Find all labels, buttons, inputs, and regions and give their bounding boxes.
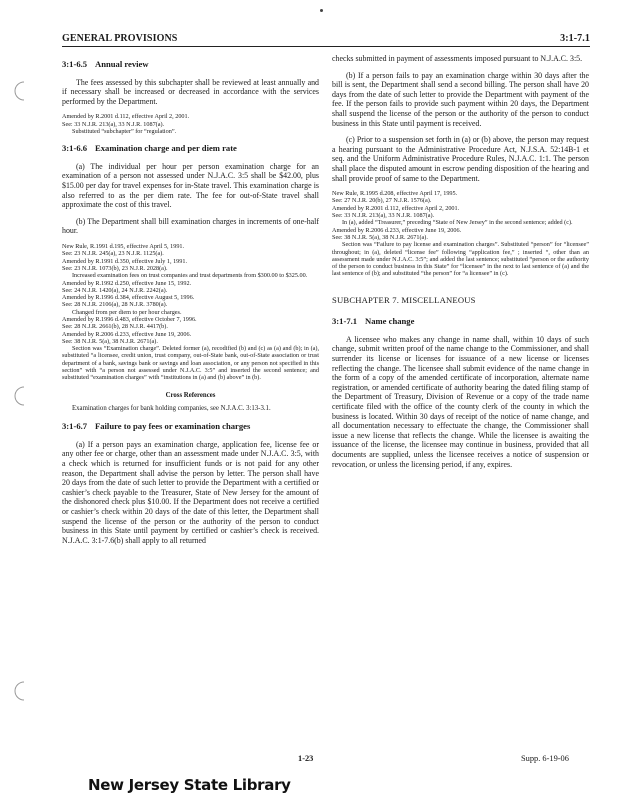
paragraph: (a) If a person pays an examination charge, application fee, license fee or any other fee or charge, other than an assessment made under N.J.A.C. 3:5, with a check which is returned for insufficient funds or is not paid for any other reason, the Department shall advise the person by letter. The person shall have 20 days from the date of such letter to provide the Department with a certified or cashier’s check payable to the Treasurer, State of New Jersey for the amount of the dishonored check plus $10.00. If the Department does not receive a certified or cashier’s check within 20 days of the date of this letter, the Department shall suspend the license of the person or the authority of the person to conduct business in this State until payment by certified or cashier’s check is received. N.J.A.C. 3:1-7.6(b) shall apply to all returned: [62, 439, 319, 545]
history-note: New Rule, R.1991 d.195, effective April 5, 1991. See: 23 N.J.R. 245(a), 23 N.J.R. 1125(a). Amended by R.1991 d.350, effective July 1, 1991. See: 23 N.J.R. 1073(b), 23 N.J.R. 2028(a). Increased examination fees on trust companies and trust departments from $300.00 to $325.00. Amended by R.1992 d.250, effective June 15, 1992. See: 24 N.J.R. 1420(a), 24 N.J.R. 2242(a). Amended by R.1996 d.384, effective August 5, 1996. See: 28 N.J.R. 2106(a), 28 N.J.R. 3780(a). Changed from per diem to per hour charges. Amended by R.1996 d.483, effective October 7, 1996. See: 28 N.J.R. 2661(b), 28 N.J.R. 4417(b). Amended by R.2006 d.233, effective June 19, 2006. See: 38 N.J.R. 5(a), 38 N.J.R. 2671(a). Section was “Examination charge”. Deleted former (a), recodified (b) and (c) as (a) and (b); in (a), substituted “a licensee, credit union, trust company, out-of-State bank, out-of-State association or trust department of a bank, savings bank or savings and loan association, or any person not specified in this section” with “a person not assessed under N.J.A.C. 3:5” and inserted the second sentence; and substituted “examination charges” with “institutions in (a) and (b) above” in (b).: [62, 243, 319, 382]
section-heading: 3:1-6.6 Examination charge and per diem rate: [62, 143, 237, 154]
header-section: 3:1-7.1: [560, 33, 590, 44]
library-logo: New Jersey State Library: [88, 776, 291, 794]
scan-mark: [320, 9, 323, 12]
paragraph: (a) The individual per hour per person examination charge for an examination of a person not assessed under N.J.A.C. 3:5 shall be $42.00, plus $15.00 per day for travel expenses for in-State travel. This examination charge is also referred to as the per diem rate. The fee for out-of-State travel shall approximate the cost of this travel.: [62, 161, 319, 210]
paragraph: The fees assessed by this subchapter shall be reviewed at least annually and if necessary shall be increased or decreased in accordance with the services performed by the Department.: [62, 77, 319, 106]
supplement-date: Supp. 6-19-06: [521, 754, 569, 763]
right-column: [332, 54, 589, 476]
cross-references-text: Examination charges for bank holding companies, see N.J.A.C. 3:13-3.1.: [72, 405, 271, 413]
section-heading: 3:1-6.7 Failure to pay fees or examination charges: [62, 421, 251, 432]
section-heading: 3:1-7.1 Name change: [332, 316, 415, 327]
header-title: GENERAL PROVISIONS: [62, 33, 178, 44]
subchapter-heading: SUBCHAPTER 7. MISCELLANEOUS: [332, 294, 476, 305]
paragraph: A licensee who makes any change in name shall, within 10 days of such change, submit written proof of the name change to the Commissioner, and shall surrender its license or licenses for issuance of a new license or licenses reflecting the change. The licensee shall submit evidence of the name change in the form of a copy of the amended certificate of incorporation, alternate name registration, or amended certificate of authority bearing the dated filing stamp of the Department of Treasury, Division of Revenue or a copy of the trade name certificate filed with the office of the county clerk of the county in which the business is located. Within 30 days of receipt of the notice of name change, and all documentation necessary to effectuate the change, the Commissioner shall issue a new license that reflects the change. While the licensee is awaiting the issuance of the license, the licensee may continue in business, provided that all documents are supplied, unless the licensee receives a notice of suspension or revocation, or unless the licensing period, if any, expires.: [332, 334, 589, 469]
paragraph: (b) The Department shall bill examination charges in increments of one-half hour.: [62, 216, 319, 236]
paragraph: checks submitted in payment of assessments imposed pursuant to N.J.A.C. 3:5.: [332, 54, 583, 63]
history-note: New Rule, R.1995 d.208, effective April 17, 1995. See: 27 N.J.R. 20(b), 27 N.J.R. 1576(a). Amended by R.2001 d.112, effective April 2, 2001. See: 33 N.J.R. 213(a), 33 N.J.R. 1087(a). In (a), added “Treasurer,” preceding “State of New Jersey” in the second sentence; added (c). Amended by R.2006 d.233, effective June 19, 2006. See: 38 N.J.R. 5(a), 38 N.J.R. 2671(a). Section was “Failure to pay license and examination charges”. Substituted “person” for “licensee” throughout; in (a), deleted “license fee” following “application fee,” ; inserted “, other than an assessment made under N.J.A.C. 3:5”; and added the last sentence; substituted “person or the authority of the person to conduct business in this State” for “licensee” in the next to last sentence of (a) and the last sentence of (b); and substituted “the person” for “a licensee” in (c).: [332, 190, 589, 278]
paragraph: (c) Prior to a suspension set forth in (a) or (b) above, the person may request a hearing pursuant to the Administrative Procedure Act, N.J.S.A. 52:14B-1 et seq. and the Uniform Administrative Procedure Rules, N.J.A.C. 1:1. The person shall place the disputed amount in escrow pending disposition of the hearing and shall provide proof of same to the Department.: [332, 135, 589, 183]
cross-references-heading: Cross References: [165, 391, 216, 399]
left-column: [62, 54, 319, 552]
punch-hole-icon: [8, 385, 30, 407]
section-heading: 3:1-6.5 Annual review: [62, 59, 149, 69]
paragraph: (b) If a person fails to pay an examination charge within 30 days after the bill is sent, the Department shall send a second billing. The person shall have 20 days from the date of such letter to provide the Department with payment of the fee. If the person fails to provide such payment within 20 days, the Department shall suspend the license of the person or the authority of the person to conduct business in this State until payment is received.: [332, 70, 589, 128]
history-note: Amended by R.2001 d.112, effective April 2, 2001. See: 33 N.J.R. 213(a), 33 N.J.R. 1087(a). Substituted “subchapter” for “regulation”.: [62, 113, 190, 135]
punch-hole-icon: [8, 680, 30, 702]
page-number: 1-23: [298, 754, 314, 763]
punch-hole-icon: [8, 80, 30, 102]
running-header: [62, 30, 590, 47]
